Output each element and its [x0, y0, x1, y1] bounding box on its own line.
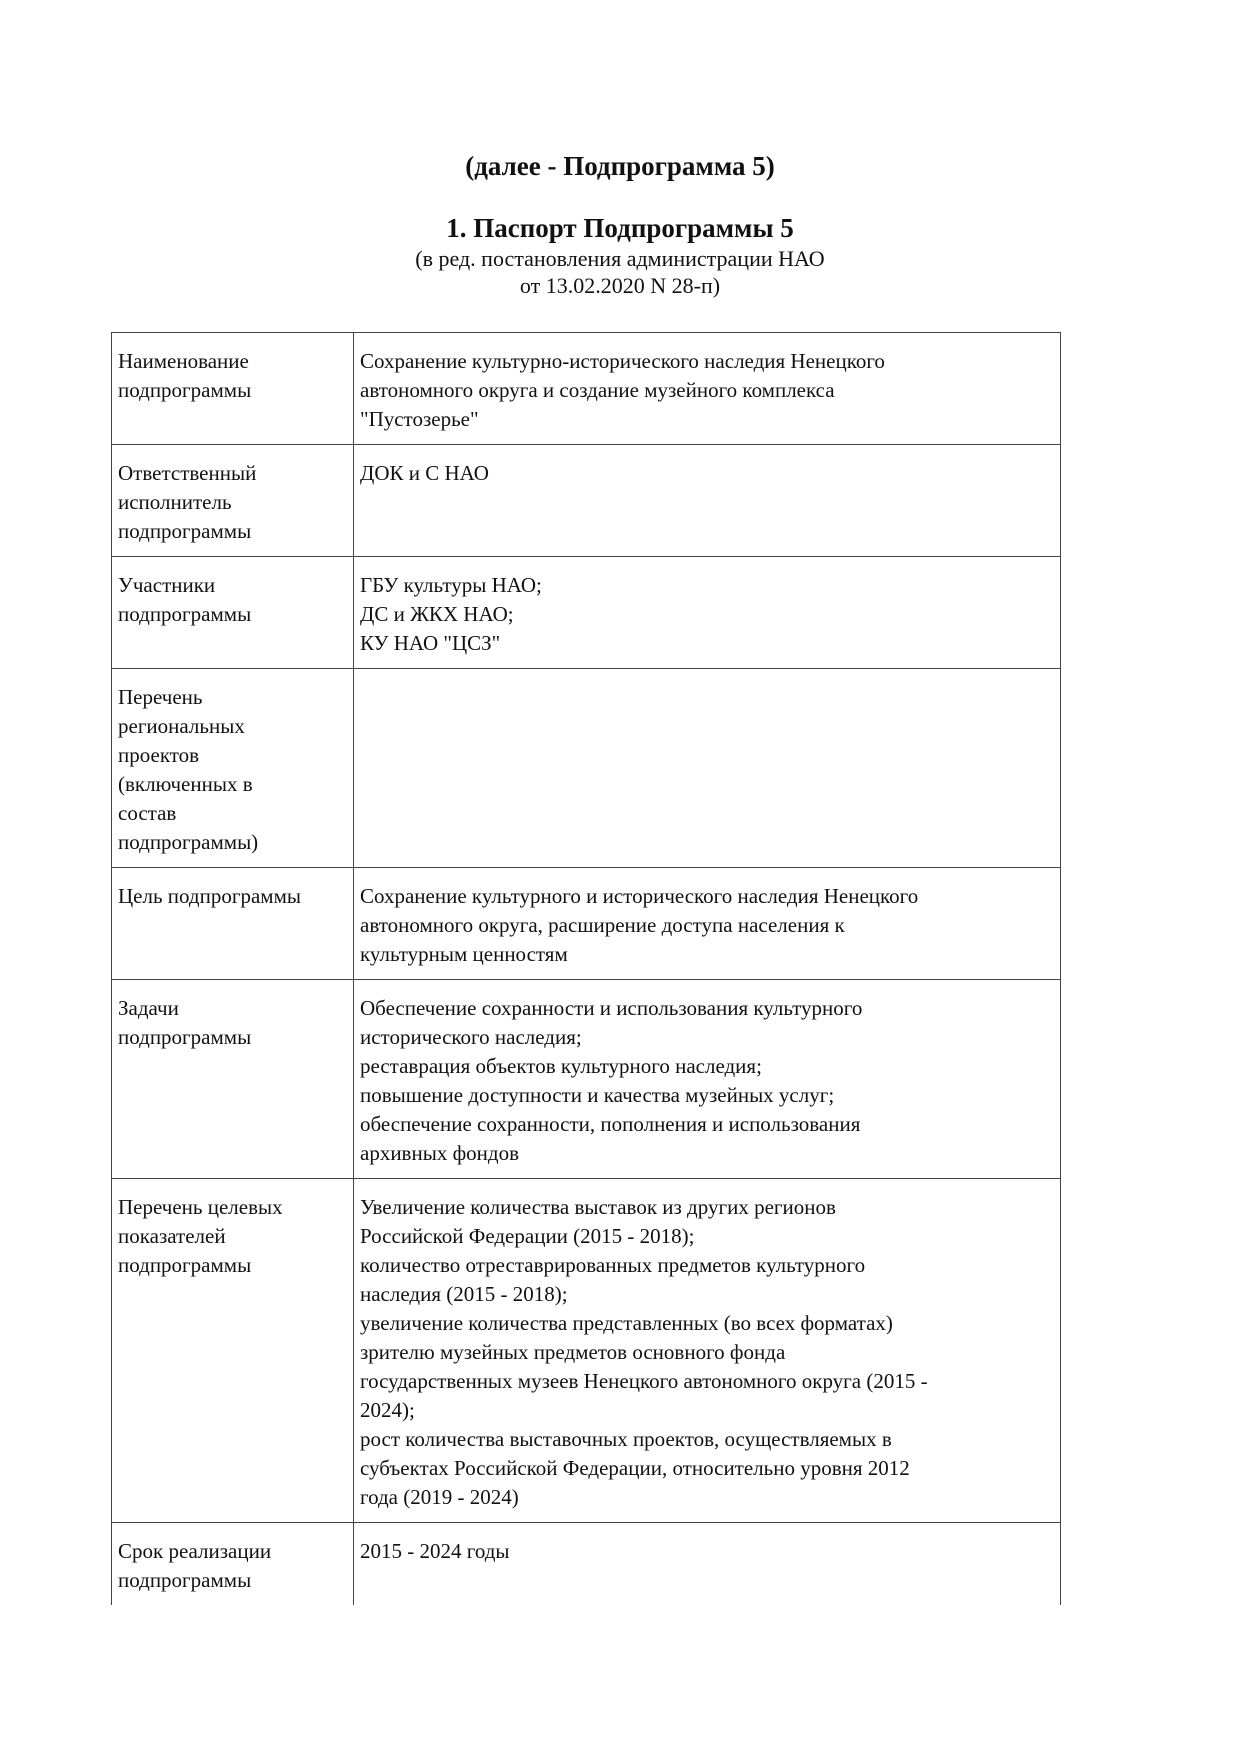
row-label — [112, 1523, 354, 1606]
cell-text-line: Срок реализации — [118, 1539, 272, 1563]
cell-text-line: зрителю музейных предметов основного фонда — [360, 1340, 786, 1364]
row-label — [112, 557, 354, 669]
cell-text-line: архивных фондов — [360, 1141, 520, 1165]
table-row-tasks — [112, 980, 1061, 1179]
row-label — [112, 868, 354, 980]
row-value — [354, 1523, 1061, 1606]
cell-text-line: подпрограммы — [118, 1025, 252, 1049]
cell-text-line: подпрограммы — [118, 602, 252, 626]
row-label — [112, 669, 354, 868]
cell-text-line: исторического наследия; — [360, 1025, 582, 1049]
cell-text-line: подпрограммы — [118, 1568, 252, 1592]
cell-text-line: 2024); — [360, 1398, 415, 1422]
edition-note — [0, 245, 1240, 299]
cell-text-line: состав — [118, 801, 177, 825]
cell-text-line: подпрограммы — [118, 519, 252, 543]
edition-note-line: (в ред. постановления администрации НАО — [415, 246, 825, 271]
cell-text-line: (включенных в — [118, 772, 253, 796]
cell-text-line: ГБУ культуры НАО; — [360, 573, 542, 597]
cell-text-line: Сохранение культурно-исторического наследия Ненецкого — [360, 349, 885, 373]
table-row-name — [112, 333, 1061, 445]
cell-text-line: ДОК и С НАО — [360, 461, 489, 485]
cell-text-line: Цель подпрограммы — [118, 884, 301, 908]
cell-text-line: количество отреставрированных предметов культурного — [360, 1253, 866, 1277]
passport-title: 1. Паспорт Подпрограммы 5 — [446, 213, 794, 243]
cell-text-line: исполнитель — [118, 490, 232, 514]
cell-text-line: наследия (2015 - 2018); — [360, 1282, 568, 1306]
table-row-responsible — [112, 445, 1061, 557]
row-label — [112, 445, 354, 557]
row-label — [112, 1179, 354, 1523]
table-row-regional-projects — [112, 669, 1061, 868]
cell-text-line: Российской Федерации (2015 - 2018); — [360, 1224, 695, 1248]
cell-text-line: подпрограммы — [118, 378, 252, 402]
cell-text-line: ДС и ЖКХ НАО; — [360, 602, 514, 626]
row-value — [354, 557, 1061, 669]
cell-text-line: государственных музеев Ненецкого автономного округа (2015 - — [360, 1369, 928, 1393]
edition-note-line: от 13.02.2020 N 28-п) — [519, 273, 721, 298]
cell-text-line: Обеспечение сохранности и использования культурного — [360, 996, 863, 1020]
cell-text-line: автономного округа и создание музейного комплекса — [360, 378, 835, 402]
table-row-goal — [112, 868, 1061, 980]
row-value — [354, 445, 1061, 557]
cell-text-line: Участники — [118, 573, 216, 597]
cell-text-line: автономного округа, расширение доступа населения к — [360, 913, 845, 937]
cell-text-line: года (2019 - 2024) — [360, 1485, 519, 1509]
passport-table — [111, 332, 1061, 1605]
table-row-participants — [112, 557, 1061, 669]
cell-text-line: "Пустозерье" — [360, 407, 479, 431]
table-row-indicators — [112, 1179, 1061, 1523]
cell-text-line: Перечень — [118, 685, 203, 709]
cell-text-line: 2015 - 2024 годы — [360, 1539, 510, 1563]
cell-text-line: проектов — [118, 743, 200, 767]
row-label — [112, 980, 354, 1179]
cell-text-line: субъектах Российской Федерации, относительно уровня 2012 — [360, 1456, 910, 1480]
cell-text-line: подпрограммы) — [118, 830, 259, 854]
cell-text-line: культурным ценностям — [360, 942, 568, 966]
table-row-period — [112, 1523, 1061, 1606]
cell-text-line: КУ НАО "ЦСЗ" — [360, 631, 501, 655]
cell-text-line: подпрограммы — [118, 1253, 252, 1277]
row-value — [354, 1179, 1061, 1523]
cell-text-line: Увеличение количества выставок из других регионов — [360, 1195, 836, 1219]
row-value — [354, 669, 1061, 868]
row-label — [112, 333, 354, 445]
cell-text-line: реставрация объектов культурного наследия; — [360, 1054, 762, 1078]
cell-text-line: региональных — [118, 714, 245, 738]
cell-text-line: Наименование — [118, 349, 249, 373]
cell-text-line: Задачи — [118, 996, 179, 1020]
cell-text-line: Ответственный — [118, 461, 257, 485]
subprogram-note-heading: (далее - Подпрограмма 5) — [465, 151, 775, 181]
cell-text-line: Перечень целевых — [118, 1195, 283, 1219]
cell-text-line: обеспечение сохранности, пополнения и использования — [360, 1112, 861, 1136]
cell-text-line: показателей — [118, 1224, 226, 1248]
row-value — [354, 333, 1061, 445]
row-value — [354, 980, 1061, 1179]
cell-text-line: рост количества выставочных проектов, осуществляемых в — [360, 1427, 892, 1451]
cell-text-line: повышение доступности и качества музейных услуг; — [360, 1083, 835, 1107]
row-value — [354, 868, 1061, 980]
passport-table-body — [112, 333, 1061, 1606]
cell-text-line: Сохранение культурного и исторического наследия Ненецкого — [360, 884, 919, 908]
cell-text-line: увеличение количества представленных (во всех форматах) — [360, 1311, 893, 1335]
